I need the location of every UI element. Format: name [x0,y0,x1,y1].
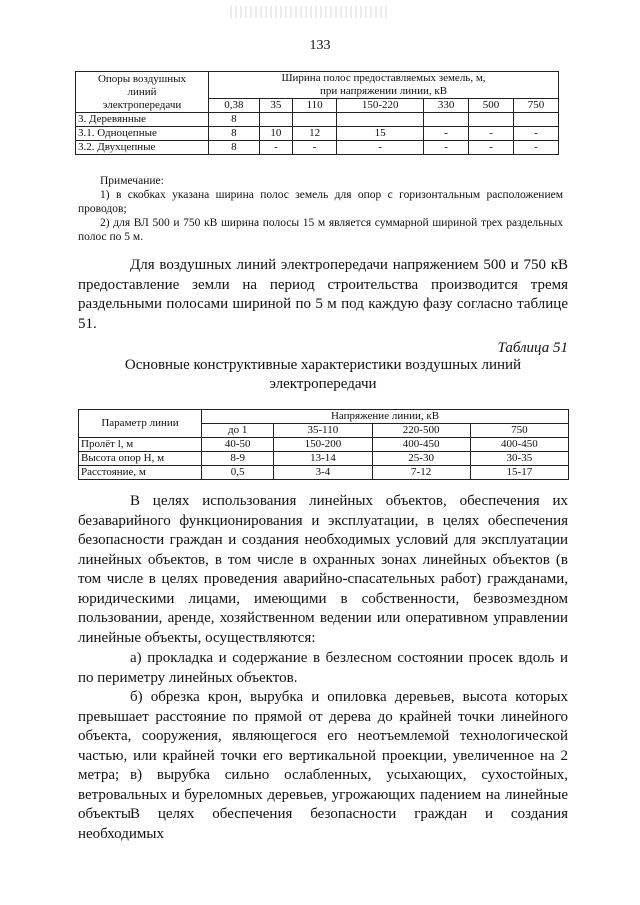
table-row: Высота опор Н, м 8-9 13-14 25-30 30-35 [79,452,569,466]
list-item: в) вырубка сильно ослабленных, усыхающих, сухостойных, ветровальных и буреломных деревьев, угрожающих падением на линейные объекты. [78,767,568,822]
line-characteristics-table [78,409,569,480]
table-row: Расстояние, м 0,5 3-4 7-12 15-17 [79,466,569,480]
paragraph-construction-strips: Для воздушных линий электропередачи напряжением 500 и 750 кВ предоставление земли на период строительства производится тремя раздельными полосами шириной по 5 м под каждую фазу согласно таблице 51. [78,257,568,332]
page-number: 133 [309,38,331,53]
table2-header-left: Параметр линии [79,410,202,438]
paragraph-linear-objects: В целях использования линейных объектов, обеспечения их безаварийного функционирования и эксплуатации, в целях обеспечения безопасности граждан и создания необходимых условий для эксплуатации линейных объектов, в том числе в охранных зонах линейных объектов (в том числе в целях проведения аварийно-спасательных работ) гражданами, юридическими лицами, имеющими в собственности, безвозмездном пользовании, аренде, хозяйственном ведении или оперативном управлении линейные объекты, осуществляются: [78,493,568,646]
land-width-table [75,71,559,155]
table-row: 3.2. Двухцепные 8 - - - - - - [76,141,559,155]
table1-voltage-row: 0,38 35 110 150-220 330 500 750 [76,99,559,113]
table1-header-top: Ширина полос предоставляемых земель, м, при напряжении линии, кВ [209,72,559,99]
scan-noise [230,6,390,18]
note-item: 1) в скобках указана ширина полос земель для опор с горизонтальным расположением проводов; [78,189,563,215]
table-row: 3. Деревянные 8 [76,113,559,127]
table-row: 3.1. Одноцепные 8 10 12 15 - - - [76,127,559,141]
list-item: а) прокладка и содержание в безлесном состоянии просек вдоль и по периметру линейных объектов. [78,650,568,686]
table-title: Основные конструктивные характеристики воздушных линий электропередачи [124,357,522,392]
paragraph-safety: В целях обеспечения безопасности граждан и создания необходимых [78,806,568,842]
note-item: 2) для ВЛ 500 и 750 кВ ширина полосы 15 м является суммарной шириной трех раздельных полос по 5 м. [78,217,563,243]
note-title: Примечание: [100,175,164,187]
table1-note [78,174,563,244]
table-row: Пролёт l, м 40-50 150-200 400-450 400-450 [79,438,569,452]
list-item: б) обрезка крон, вырубка и опиловка деревьев, высота которых превышает расстояние по прямой от дерева до крайней точки линейного объекта, сооружения, являющегося его неотъемлемой технологической частью, или крайней точки его вертикальной проекции, увеличенное на 2 метра; [78,689,568,783]
table2-voltage-row: до 1 35-110 220-500 750 [79,424,569,438]
table2-header-top: Напряжение линии, кВ [202,410,569,424]
table1-header-left: Опоры воздушных линий электропередачи [76,72,209,113]
table-label: Таблица 51 [497,340,568,356]
